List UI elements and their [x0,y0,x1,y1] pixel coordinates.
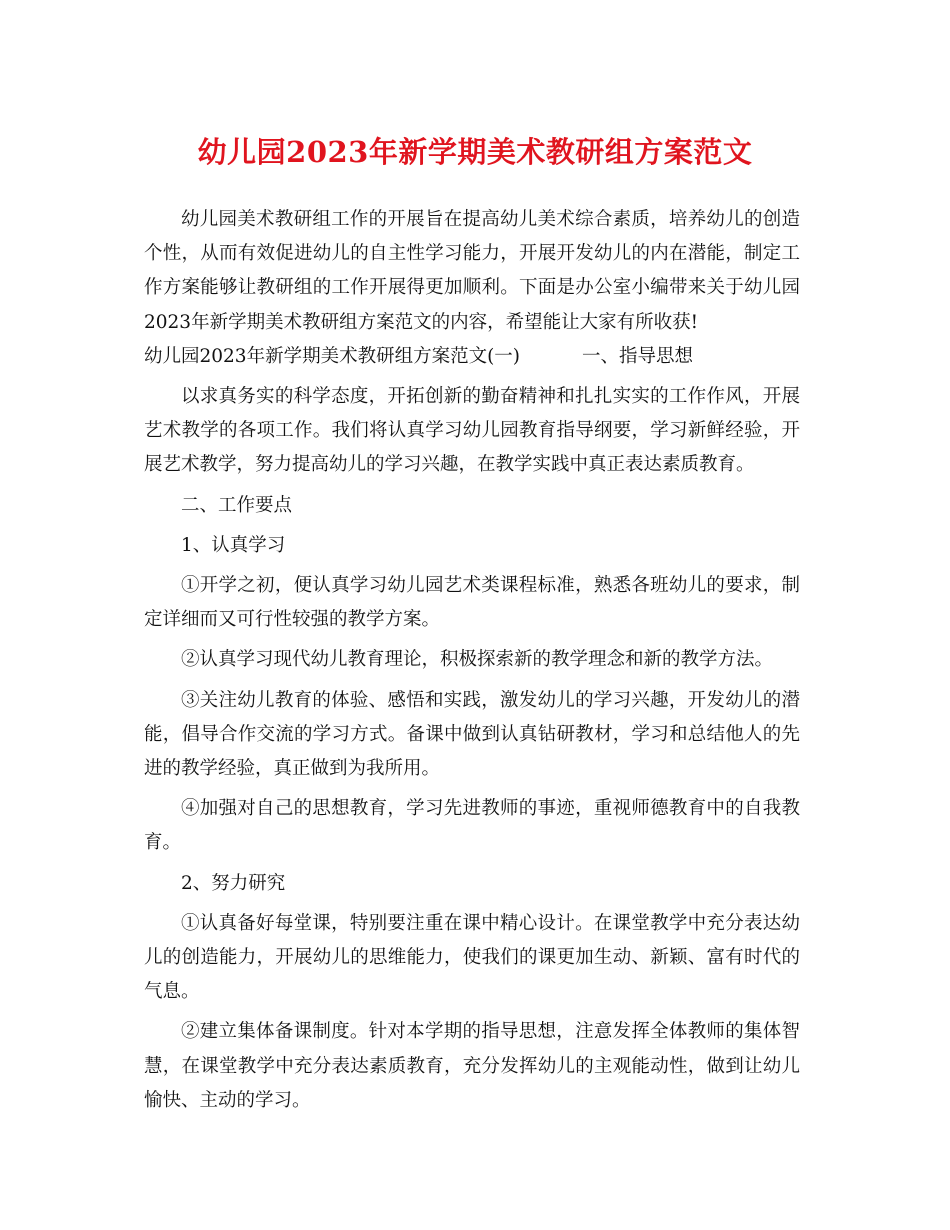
paragraph-guiding-thought: 以求真务实的科学态度，开拓创新的勤奋精神和扎扎实实的工作作风，开展艺术教学的各项工作。我们将认真学习幼儿园教育指导纲要，学习新鲜经验，开展艺术教学，努力提高幼儿的学习兴趣，在教学实践中真正表达素质教育。 [144,386,800,476]
list-item-study-4: ④加强对自己的思想教育，学习先进教师的事迹，重视师德教育中的自我教育。 [144,798,800,854]
list-item-research-2: ②建立集体备课制度。针对本学期的指导思想，注意发挥全体教师的集体智慧，在课堂教学中充分表达素质教育，充分发挥幼儿的主观能动性，做到让幼儿愉快、主动的学习。 [144,1021,800,1111]
sub-heading-research: 2、努力研究 [181,872,286,894]
intro-paragraph: 幼儿园美术教研组工作的开展旨在提高幼儿美术综合素质，培养幼儿的创造个性，从而有效促进幼儿的自主性学习能力，开展开发幼儿的内在潜能，制定工作方案能够让教研组的工作开展得更加顺利。下面是办公室小编带来关于幼儿园2023年新学期美术教研组方案范文的内容，希望能让大家有所收获! [144,209,800,333]
section-title: 幼儿园2023年新学期美术教研组方案范文(一) [144,345,521,367]
list-item-study-2: ②认真学习现代幼儿教育理论，积极探索新的教学理念和新的教学方法。 [181,649,774,671]
section-title-line [144,340,800,374]
list-item-study-1: ①开学之初，便认真学习幼儿园艺术类课程标准，熟悉各班幼儿的要求，制定详细而又可行性较强的教学方案。 [144,575,800,631]
section-heading-guiding-thought: 一、指导思想 [582,345,694,367]
document-title: 幼儿园2023年新学期美术教研组方案范文 [197,135,753,169]
document-body [144,203,800,1118]
sub-heading-study: 1、认真学习 [181,534,286,556]
list-item-study-3: ③关注幼儿教育的体验、感悟和实践，激发幼儿的学习兴趣，开发幼儿的潜能，倡导合作交流的学习方式。备课中做到认真钻研教材，学习和总结他人的先进的教学经验，真正做到为我所用。 [144,689,800,780]
section-heading-work-points: 二、工作要点 [181,494,293,516]
list-item-research-1: ①认真备好每堂课，特别要注重在课中精心设计。在课堂教学中充分表达幼儿的创造能力，开展幼儿的思维能力，使我们的课更加生动、新颖、富有时代的气息。 [144,912,800,1003]
